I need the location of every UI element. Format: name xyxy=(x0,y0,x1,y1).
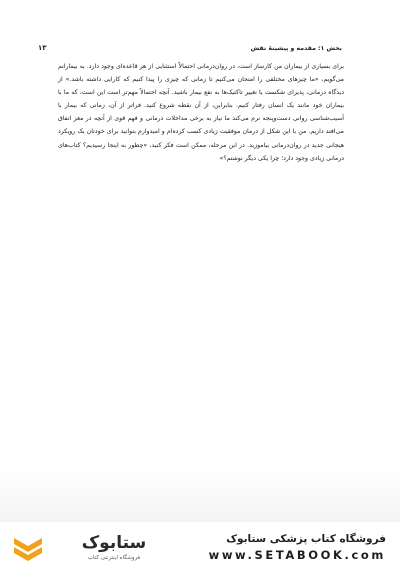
page-number: ۱۳ xyxy=(38,44,47,52)
footer-banner xyxy=(0,522,400,576)
chevron-logo-icon xyxy=(12,534,46,564)
running-head xyxy=(38,42,342,54)
shop-title: فروشگاه کتاب پزشکی ستابوک xyxy=(226,533,386,545)
shop-info xyxy=(186,532,386,563)
setabook-logo[interactable] xyxy=(12,532,172,568)
page-shadow xyxy=(0,470,400,530)
brand-tagline: فروشگاه اینترنتی کتاب xyxy=(87,555,141,561)
brand xyxy=(56,532,172,568)
shop-url-link[interactable]: www.SETABOOK.com xyxy=(208,548,386,562)
body-text xyxy=(58,60,344,165)
paragraph: برای بسیاری از بیماران من کارساز است، در روان‌درمانی احتمالاً استثنایی از هر قاعده‌ای وجود دارد. به بیمارانم می‌گویم، «ما چیزهای مختلفی را امتحان می‌کنیم تا زمانی که چیزی را پیدا کنیم که کارایی داشته باشد.» از دیدگاه درمانی، پذیرای شکست یا تغییر تاکتیک‌ها به نفع بیمار باشید. آنچه احتمالاً مهم‌تر است این است، که ما با بیماران خود مانند یک انسان رفتار کنیم. بنابراین، از آن نقطه شروع کنید. فراتر از آن، زمانی که بیمار با آسیب‌شناسی روانی دست‌وپنجه نرم می‌کند ما نیاز به برخی مداخلات درمانی و فهم قوی از آنچه در مغز اتفاق می‌افتد داریم. من با این شکل از درمان موفقیت زیادی کسب کرده‌ام و امیدوارم بتوانید برای خودتان یک رویکرد هیجانی جدید در روان‌درمانی بیاموزید. در این مرحله، ممکن است فکر کنید، «چطور به اینجا رسیدیم؟ کتاب‌های درمانی زیادی وجود دارد؛ چرا یکی دیگر نوشتم؟» xyxy=(58,63,344,162)
brand-word: ستابوک xyxy=(81,533,147,553)
chapter-title: بخش ۱: مقدمه و پیشینهٔ نقش xyxy=(250,44,342,52)
